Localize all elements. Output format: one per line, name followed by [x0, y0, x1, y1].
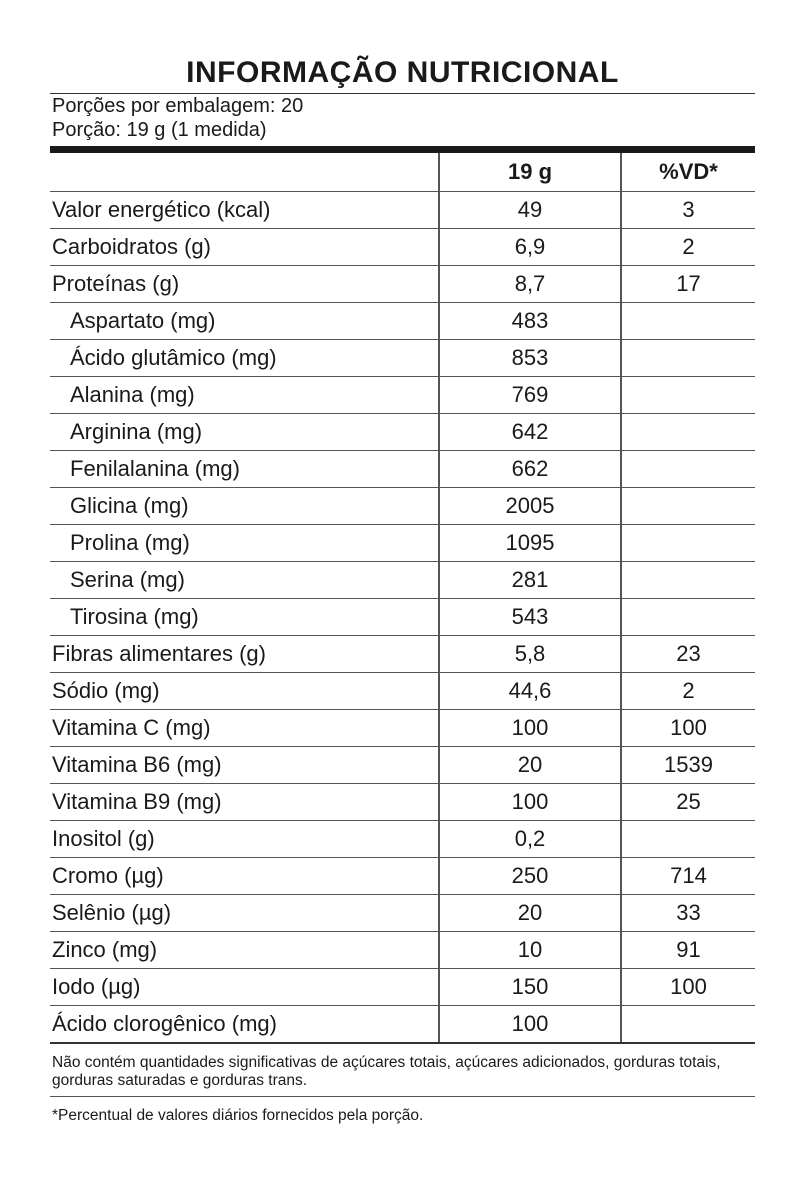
- table-row: [50, 340, 755, 377]
- nutrient-name: Vitamina C (mg): [50, 710, 439, 747]
- table-row: [50, 747, 755, 784]
- nutrient-name: Ácido glutâmico (mg): [50, 340, 439, 377]
- table-row: [50, 562, 755, 599]
- nutrient-quantity: 1095: [439, 525, 621, 562]
- nutrient-quantity: 2005: [439, 488, 621, 525]
- header-thick-divider: [50, 146, 755, 153]
- header-vd-cell: %VD*: [621, 153, 755, 192]
- nutrient-name: Alanina (mg): [50, 377, 439, 414]
- nutrient-name: Tirosina (mg): [50, 599, 439, 636]
- nutrient-quantity: 543: [439, 599, 621, 636]
- nutrient-daily-value: [621, 821, 755, 858]
- nutrient-name: Vitamina B9 (mg): [50, 784, 439, 821]
- nutrition-facts-label: [50, 55, 755, 1125]
- table-row: [50, 895, 755, 932]
- table-row: [50, 377, 755, 414]
- nutrient-quantity: 100: [439, 784, 621, 821]
- nutrition-table: [50, 153, 755, 1044]
- nutrient-quantity: 49: [439, 192, 621, 229]
- nutrient-name: Inositol (g): [50, 821, 439, 858]
- nutrient-daily-value: 100: [621, 969, 755, 1006]
- nutrient-daily-value: 33: [621, 895, 755, 932]
- nutrient-quantity: 20: [439, 895, 621, 932]
- nutrient-name: Iodo (µg): [50, 969, 439, 1006]
- table-header-row: [50, 153, 755, 192]
- nutrient-daily-value: 714: [621, 858, 755, 895]
- table-row: [50, 673, 755, 710]
- nutrient-name: Cromo (µg): [50, 858, 439, 895]
- nutrient-quantity: 100: [439, 1006, 621, 1044]
- table-row: [50, 451, 755, 488]
- header-name-cell: [50, 153, 439, 192]
- nutrient-daily-value: 1539: [621, 747, 755, 784]
- table-row: [50, 414, 755, 451]
- servings-per-package: Porções por embalagem: 20: [52, 95, 304, 117]
- table-row: [50, 710, 755, 747]
- nutrient-daily-value: [621, 451, 755, 488]
- nutrient-daily-value: 25: [621, 784, 755, 821]
- nutrient-daily-value: 23: [621, 636, 755, 673]
- nutrient-daily-value: 17: [621, 266, 755, 303]
- table-row: [50, 858, 755, 895]
- nutrient-daily-value: [621, 599, 755, 636]
- nutrient-daily-value: [621, 414, 755, 451]
- nutrient-daily-value: [621, 303, 755, 340]
- nutrient-name: Fibras alimentares (g): [50, 636, 439, 673]
- nutrient-name: Selênio (µg): [50, 895, 439, 932]
- nutrient-quantity: 662: [439, 451, 621, 488]
- nutrient-quantity: 281: [439, 562, 621, 599]
- nutrient-name: Fenilalanina (mg): [50, 451, 439, 488]
- nutrient-daily-value: [621, 377, 755, 414]
- nutrient-daily-value: 91: [621, 932, 755, 969]
- nutrient-quantity: 6,9: [439, 229, 621, 266]
- nutrient-daily-value: [621, 488, 755, 525]
- nutrient-quantity: 100: [439, 710, 621, 747]
- nutrient-quantity: 10: [439, 932, 621, 969]
- table-row: [50, 488, 755, 525]
- nutrient-name: Vitamina B6 (mg): [50, 747, 439, 784]
- nutrient-name: Proteínas (g): [50, 266, 439, 303]
- table-row: [50, 303, 755, 340]
- nutrient-name: Aspartato (mg): [50, 303, 439, 340]
- footnote-divider: [50, 1096, 755, 1097]
- table-row: [50, 192, 755, 229]
- nutrient-quantity: 20: [439, 747, 621, 784]
- nutrient-quantity: 250: [439, 858, 621, 895]
- table-row: [50, 932, 755, 969]
- nutrient-daily-value: 2: [621, 229, 755, 266]
- nutrient-daily-value: [621, 340, 755, 377]
- footnote-vd: *Percentual de valores diários fornecidos pela porção.: [52, 1107, 424, 1124]
- nutrient-name: Carboidratos (g): [50, 229, 439, 266]
- table-row: [50, 1006, 755, 1044]
- nutrient-name: Prolina (mg): [50, 525, 439, 562]
- nutrient-name: Sódio (mg): [50, 673, 439, 710]
- nutrient-name: Valor energético (kcal): [50, 192, 439, 229]
- nutrient-name: Ácido clorogênico (mg): [50, 1006, 439, 1044]
- nutrient-quantity: 150: [439, 969, 621, 1006]
- nutrient-name: Zinco (mg): [50, 932, 439, 969]
- nutrient-daily-value: [621, 525, 755, 562]
- nutrient-quantity: 853: [439, 340, 621, 377]
- header-qty-cell: 19 g: [439, 153, 621, 192]
- table-row: [50, 525, 755, 562]
- nutrient-daily-value: [621, 562, 755, 599]
- table-row: [50, 969, 755, 1006]
- nutrient-quantity: 769: [439, 377, 621, 414]
- nutrient-name: Serina (mg): [50, 562, 439, 599]
- table-row: [50, 266, 755, 303]
- nutrient-daily-value: [621, 1006, 755, 1044]
- nutrient-quantity: 44,6: [439, 673, 621, 710]
- nutrient-quantity: 483: [439, 303, 621, 340]
- table-row: [50, 229, 755, 266]
- nutrient-name: Glicina (mg): [50, 488, 439, 525]
- nutrient-quantity: 8,7: [439, 266, 621, 303]
- table-row: [50, 636, 755, 673]
- serving-size: Porção: 19 g (1 medida): [52, 119, 267, 141]
- label-title: INFORMAÇÃO NUTRICIONAL: [186, 56, 619, 89]
- nutrient-name: Arginina (mg): [50, 414, 439, 451]
- nutrient-daily-value: 2: [621, 673, 755, 710]
- table-row: [50, 784, 755, 821]
- nutrient-daily-value: 3: [621, 192, 755, 229]
- nutrient-quantity: 642: [439, 414, 621, 451]
- nutrient-quantity: 5,8: [439, 636, 621, 673]
- nutrient-daily-value: 100: [621, 710, 755, 747]
- nutrient-quantity: 0,2: [439, 821, 621, 858]
- table-row: [50, 821, 755, 858]
- footnote-not-significant: Não contém quantidades significativas de açúcares totais, açúcares adicionados, gorduras totais, gorduras saturadas e gorduras trans.: [52, 1054, 721, 1089]
- table-row: [50, 599, 755, 636]
